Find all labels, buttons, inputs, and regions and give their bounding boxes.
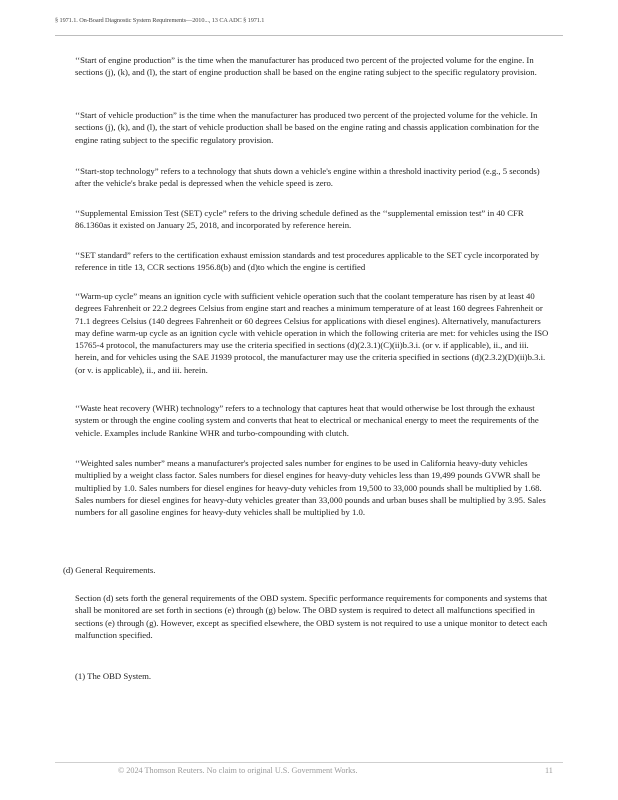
section-heading-general-requirements: (d) General Requirements. xyxy=(63,565,156,575)
subsection-heading-obd-system: (1) The OBD System. xyxy=(75,671,152,681)
footer-copyright: © 2024 Thomson Reuters. No claim to original U.S. Government Works. xyxy=(118,766,358,775)
definition-weighted-sales-number: ‘‘Weighted sales number” means a manufacturer's projected sales number for engines to be used in California heavy-duty vehicles multiplied by a weight class factor. Sales numbers for diesel engines for heavy-duty vehicles less than 19,499 pounds GVWR shall be multiplied by 1.0. Sales numbers for diesel engines for heavy-duty vehicles from 19,500 to 33,000 pounds shall be multiplied by 1.68. Sales numbers for diesel engines for heavy-duty vehicles greater than 33,000 pounds and urban buses shall be multiplied by 3.95. Sales numbers for all gasoline engines for heavy-duty vehicles shall be multiplied by 1.0. xyxy=(75,458,546,518)
definition-warm-up-cycle: ‘‘Warm-up cycle” means an ignition cycle with sufficient vehicle operation such that the coolant temperature has risen by at least 40 degrees Fahrenheit or 22.2 degrees Celsius from engine start and reaches a minimum temperature of at least 160 degrees Fahrenheit or 71.1 degrees Celsius (140 degrees Fahrenheit or 60 degrees Celsius for applications with diesel engines). Alternatively, manufacturers may define warm-up cycle as an ignition cycle with vehicle operation in which the following criteria are met: for vehicles using the ISO 15765-4 protocol, the manufacturers may use the criteria specified in sections (d)(2.3.1)(C)(ii)b.3.i. (or v. if applicable), ii., and iii. herein, and for vehicles using the SAE J1939 protocol, the manufacturer may use the criteria specified in sections (d)(2.3.2)(D)(ii)b.3.i. (or v. is applicable), ii., and iii. herein. xyxy=(75,291,549,375)
definition-set-cycle: ‘‘Supplemental Emission Test (SET) cycle” refers to the driving schedule defined as the ‘‘supplemental emission test” in 40 CFR 86.1360as it existed on January 25, 2018, and incorporated by reference herein. xyxy=(75,208,524,231)
definition-waste-heat-recovery: ‘‘Waste heat recovery (WHR) technology” refers to a technology that captures heat that would otherwise be lost through the exhaust system or through the engine cooling system and converts that heat to electrical or mechanical energy to meet the requirements of the vehicle. Examples include Rankine WHR and turbo-compounding with clutch. xyxy=(75,403,539,438)
definition-start-of-vehicle-production: ‘‘Start of vehicle production” is the time when the manufacturer has produced two percent of the projected volume for the vehicle. In sections (j), (k), and (l), the start of vehicle production shall be based on the engine rating and chassis application combination for the engine rating subject to the specific regulatory provision. xyxy=(75,110,539,145)
footer-divider xyxy=(55,762,563,763)
definition-set-standard: ‘‘SET standard” refers to the certification exhaust emission standards and test procedures applicable to the SET cycle incorporated by reference in title 13, CCR sections 1956.8(b) and (d)to which the engine is certified xyxy=(75,250,540,273)
header-divider xyxy=(55,35,563,36)
general-requirements-body: Section (d) sets forth the general requirements of the OBD system. Specific performance requirements for components and systems that shall be monitored are set forth in sections (e) through (g) below. The OBD system is required to detect all malfunctions specified in sections (e) through (g). However, except as specified elsewhere, the OBD system is not required to use a unique monitor to detect each malfunction specified. xyxy=(75,593,548,640)
page-number: 11 xyxy=(545,766,553,775)
running-header: § 1971.1. On-Board Diagnostic System Requirements—2010..., 13 CA ADC § 1971.1 xyxy=(55,17,265,24)
definition-start-stop-technology: ‘‘Start-stop technology” refers to a technology that shuts down a vehicle's engine within a threshold inactivity period (e.g., 5 seconds) after the vehicle's brake pedal is depressed when the vehicle speed is zero. xyxy=(75,166,540,189)
definition-start-of-engine-production: ‘‘Start of engine production” is the time when the manufacturer has produced two percent of the projected volume for the engine. In sections (j), (k), and (l), the start of engine production shall be based on the engine rating subject to the specific regulatory provision. xyxy=(75,55,537,78)
